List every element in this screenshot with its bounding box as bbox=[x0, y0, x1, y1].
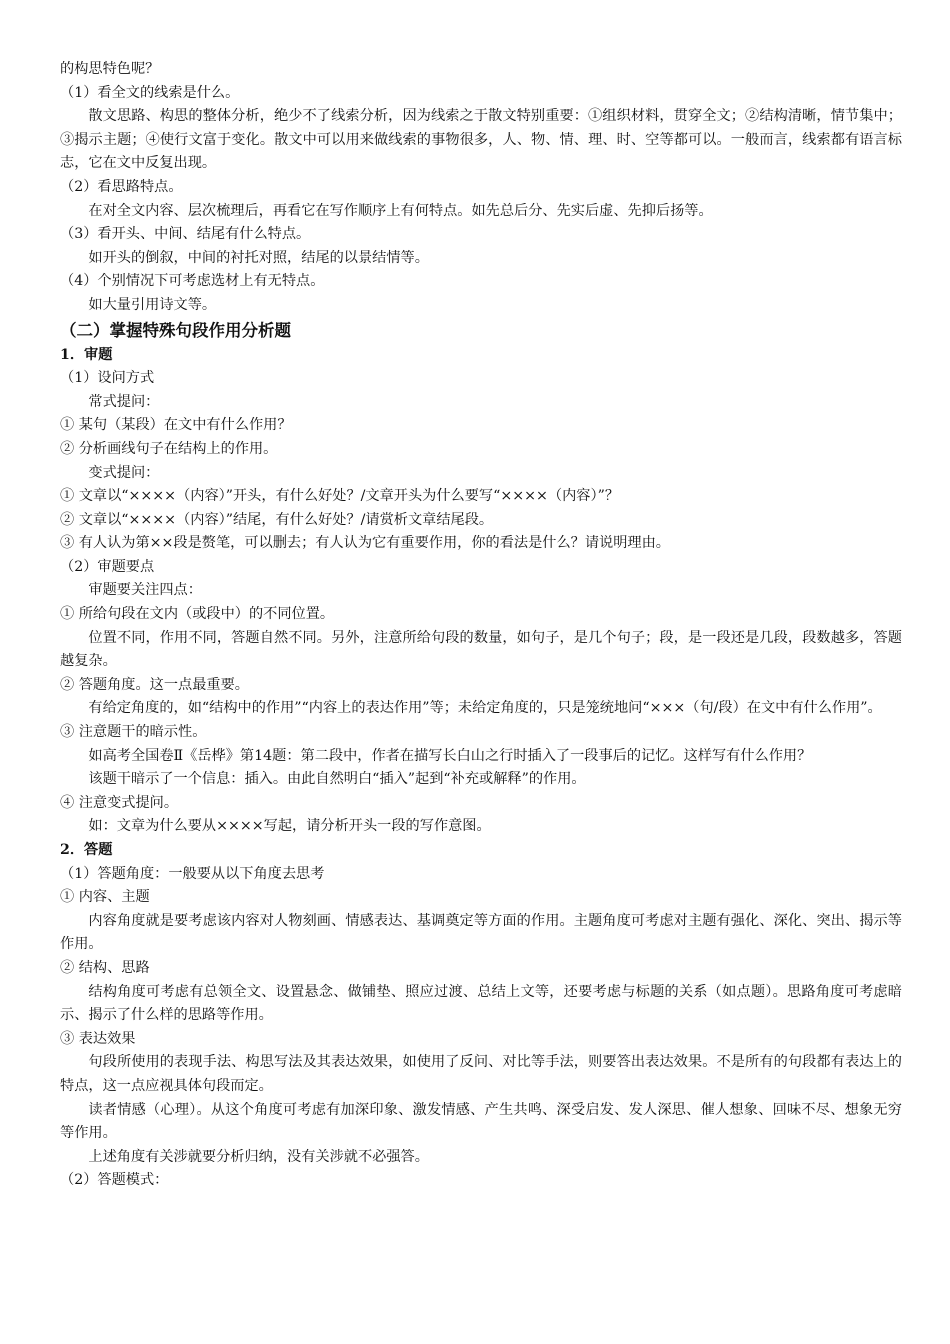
text-line: 变式提问： bbox=[88, 464, 160, 481]
text-line: 该题干暗示了一个信息：插入。由此自然明白“插入”起到“补充或解释”的作用。 bbox=[88, 771, 586, 788]
text-line: 读者情感（心理）。从这个角度可考虑有加深印象、激发情感、产生共鸣、深受启发、发人深思、催人想象、回味不尽、想象无穷等作用。 bbox=[60, 1101, 902, 1142]
text-line: 有给定角度的，如“结构中的作用”“内容上的表达作用”等；未给定角度的，只是笼统地问“×××（句/段）在文中有什么作用”。 bbox=[88, 700, 882, 717]
text-line: ④ 注意变式提问。 bbox=[60, 794, 179, 811]
text-line: 散文思路、构思的整体分析，绝少不了线索分析，因为线索之于散文特别重要：①组织材料，贯穿全文；②结构清晰，情节集中；③揭示主题；④使行文富于变化。散文中可以用来做线索的事物很多，人、物、情、理、时、空等都可以。一般而言，线索都有语言标志，它在文中反复出现。 bbox=[60, 108, 902, 172]
text-line: 上述角度有关涉就要分析归纳，没有关涉就不必强答。 bbox=[88, 1148, 429, 1165]
text-line: ① 文章以“××××（内容）”开头，有什么好处？/文章开头为什么要写“××××（内容）”？ bbox=[60, 488, 620, 505]
text-line: 如高考全国卷Ⅱ《岳桦》第14题：第二段中，作者在描写长白山之行时插入了一段事后的记忆。这样写有什么作用？ bbox=[88, 747, 812, 764]
text-line: ③ 注意题干的暗示性。 bbox=[60, 724, 207, 741]
text-line: ① 内容、主题 bbox=[60, 889, 150, 906]
text-line: 如：文章为什么要从××××写起，请分析开头一段的写作意图。 bbox=[88, 818, 491, 835]
text-line: 审题要关注四点： bbox=[88, 582, 202, 599]
text-line: ③ 表达效果 bbox=[60, 1030, 136, 1047]
text-line: 如大量引用诗文等。 bbox=[88, 296, 217, 313]
text-line: 内容角度就是要考虑该内容对人物刻画、情感表达、基调奠定等方面的作用。主题角度可考虑对主题有强化、深化、突出、揭示等作用。 bbox=[60, 912, 902, 953]
text-line: ① 某句（某段）在文中有什么作用？ bbox=[60, 417, 292, 434]
subsection-heading: 1．审题 bbox=[60, 346, 113, 363]
text-line: （2）审题要点 bbox=[60, 558, 155, 575]
text-line: （1）答题角度：一般要从以下角度去思考 bbox=[60, 865, 325, 882]
text-line: ① 所给句段在文内（或段中）的不同位置。 bbox=[60, 606, 335, 623]
text-line: 结构角度可考虑有总领全文、设置悬念、做铺垫、照应过渡、总结上文等，还要考虑与标题的关系（如点题）。思路角度可考虑暗示、揭示了什么样的思路等作用。 bbox=[60, 983, 902, 1024]
text-line: ② 分析画线句子在结构上的作用。 bbox=[60, 440, 278, 457]
text-line: ③ 有人认为第××段是赘笔，可以删去；有人认为它有重要作用，你的看法是什么？请说明理由。 bbox=[60, 535, 670, 552]
text-line: （2）答题模式： bbox=[60, 1172, 169, 1189]
text-line: 如开头的倒叙，中间的衬托对照，结尾的以景结情等。 bbox=[88, 249, 429, 266]
text-line: （3）看开头、中间、结尾有什么特点。 bbox=[60, 226, 311, 243]
text-line: （1）看全文的线索是什么。 bbox=[60, 84, 240, 101]
text-line: 句段所使用的表现手法、构思写法及其表达效果，如使用了反问、对比等手法，则要答出表达效果。不是所有的句段都有表达上的特点，这一点应视具体句段而定。 bbox=[60, 1054, 902, 1094]
text-line: 位置不同，作用不同，答题自然不同。另外，注意所给句段的数量，如句子，是几个句子；段，是一段还是几段，段数越多，答题越复杂。 bbox=[60, 629, 902, 670]
text-line: ② 文章以“××××（内容）”结尾，有什么好处？/请赏析文章结尾段。 bbox=[60, 511, 494, 528]
text-line: ② 答题角度。这一点最重要。 bbox=[60, 676, 249, 693]
text-line: 常式提问： bbox=[88, 393, 160, 410]
text-line: 的构思特色呢？ bbox=[60, 61, 160, 77]
text-line: ② 结构、思路 bbox=[60, 959, 150, 976]
text-line: 在对全文内容、层次梳理后，再看它在写作顺序上有何特点。如先总后分、先实后虚、先抑后扬等。 bbox=[88, 202, 713, 219]
section-heading: （二）掌握特殊句段作用分析题 bbox=[60, 320, 291, 340]
document-body bbox=[60, 58, 902, 1193]
text-line: （1）设问方式 bbox=[60, 370, 155, 387]
text-line: （4）个别情况下可考虑选材上有无特点。 bbox=[60, 273, 325, 290]
subsection-heading: 2．答题 bbox=[60, 842, 113, 858]
text-line: （2）看思路特点。 bbox=[60, 178, 183, 195]
